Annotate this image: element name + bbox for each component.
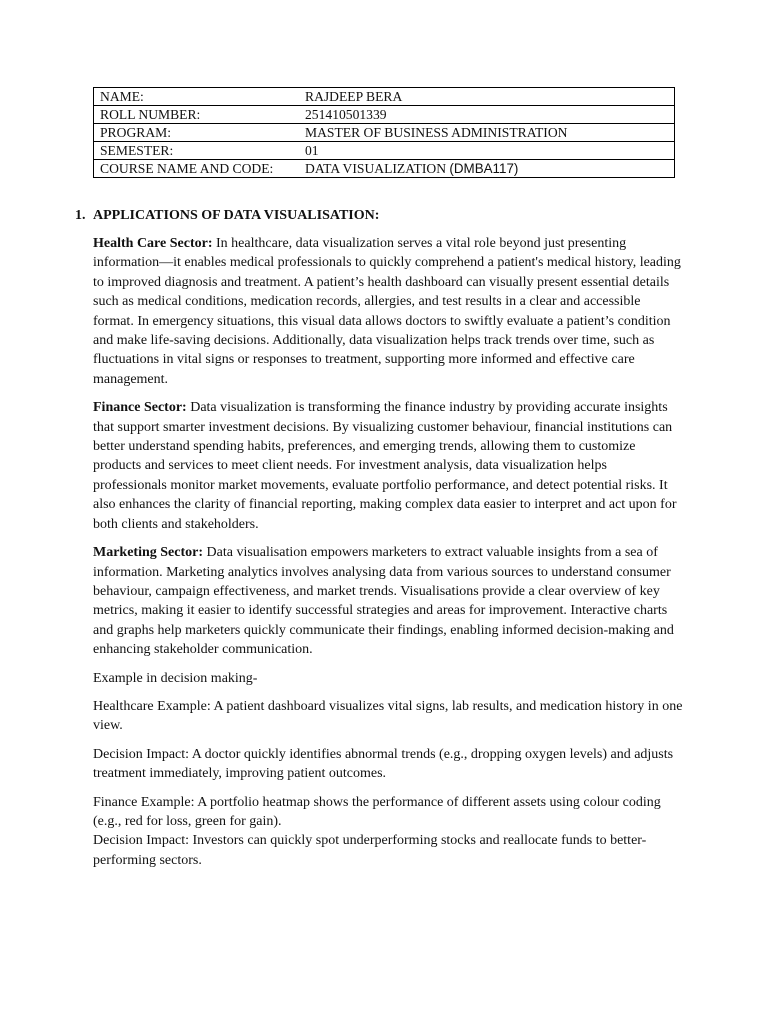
finance-example: Finance Example: A portfolio heatmap shows the performance of different assets using colour coding (e.g., red for loss, green for gain). <box>93 794 661 829</box>
example-intro: Example in decision making- <box>93 670 258 686</box>
name-value: RAJDEEP BERA <box>298 88 675 106</box>
table-row <box>94 160 675 178</box>
table-row <box>94 124 675 142</box>
course-name: DATA VISUALIZATION <box>305 160 450 176</box>
section-title: APPLICATIONS OF DATA VISUALISATION: <box>93 208 380 223</box>
finance-heading: Finance Sector: <box>93 400 187 416</box>
marketing-text: Data visualisation empowers marketers to extract valuable insights from a sea of information. Marketing analytics involves analysing data from various sources to understand consumer behaviour, campaign effectiveness, and market trends. Visualisations provide a clear overview of key metrics, making it easier to identify successful strategies and areas for improvement. Interactive charts and graphs help marketers quickly communicate their findings, enabling informed decision-making and enhancing stakeholder communication. <box>93 545 674 658</box>
body-text <box>93 234 683 879</box>
table-row <box>94 88 675 106</box>
healthcare-impact: Decision Impact: A doctor quickly identifies abnormal trends (e.g., dropping oxygen levels) and adjusts treatment immediately, improving patient outcomes. <box>93 746 674 782</box>
student-info-table <box>93 87 675 178</box>
semester-label: SEMESTER: <box>94 142 299 160</box>
marketing-paragraph <box>93 543 683 659</box>
roll-number-value: 251410501339 <box>298 106 675 124</box>
finance-impact: Decision Impact: Investors can quickly spot underperforming stocks and reallocate funds to better-performing sectors. <box>93 833 647 868</box>
healthcare-paragraph <box>93 234 683 389</box>
program-label: PROGRAM: <box>94 124 299 142</box>
roll-number-label: ROLL NUMBER: <box>94 106 299 124</box>
marketing-heading: Marketing Sector: <box>93 545 204 561</box>
section-heading <box>75 207 379 225</box>
finance-paragraph <box>93 398 683 534</box>
course-value <box>298 160 675 178</box>
healthcare-example: Healthcare Example: A patient dashboard visualizes vital signs, lab results, and medication history in one view. <box>93 698 683 734</box>
program-value: MASTER OF BUSINESS ADMINISTRATION <box>298 124 675 142</box>
course-code: (DMBA117) <box>449 160 519 176</box>
table-row <box>94 142 675 160</box>
name-label: NAME: <box>94 88 299 106</box>
healthcare-text: In healthcare, data visualization serves a vital role beyond just presenting information—it enables medical professionals to quickly comprehend a patient's medical history, leading to improved diagnosis and treatment. A patient’s health dashboard can visually present essential details such as medical conditions, medication records, allergies, and test results in a clear and accessible format. In emergency situations, this visual data allows doctors to swiftly evaluate a patient’s condition and make life-saving decisions. Additionally, data visualization helps track trends over time, such as fluctuations in vital signs or responses to treatment, supporting more informed and effective care management. <box>93 236 681 387</box>
section-number: 1. <box>75 208 86 223</box>
semester-value: 01 <box>298 142 675 160</box>
healthcare-heading: Health Care Sector: <box>93 236 213 251</box>
finance-text: Data visualization is transforming the finance industry by providing accurate insights that support smarter investment decisions. By visualizing customer behaviour, financial institutions can better understand spending habits, preferences, and emerging trends, allowing them to customize products and services to meet client needs. For investment analysis, data visualization helps professionals monitor market movements, evaluate portfolio performance, and detect potential risks. It also enhances the clarity of financial reporting, making complex data easier to interpret and act upon for both clients and stakeholders. <box>93 400 677 532</box>
table-row <box>94 106 675 124</box>
course-label: COURSE NAME AND CODE: <box>94 160 299 178</box>
